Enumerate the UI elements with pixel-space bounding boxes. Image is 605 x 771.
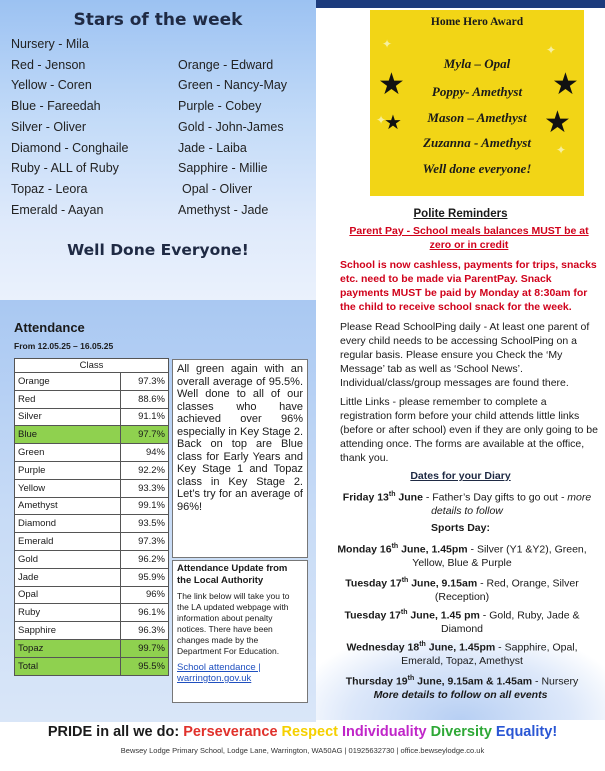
sparkle-icon: ✦	[556, 143, 567, 157]
sports-day-classes: - Nursery	[532, 675, 579, 688]
table-row	[15, 657, 169, 675]
sports-day-entry	[326, 606, 598, 637]
attendance-table	[14, 358, 169, 676]
star-entry: Yellow - Coren	[11, 78, 92, 93]
attendance-pct-cell: 94%	[121, 444, 169, 462]
sports-day-entry	[326, 574, 598, 605]
stars-well-done: Well Done Everyone!	[67, 241, 249, 259]
star-icon: ★	[544, 106, 571, 139]
star-entry: Nursery - Mila	[11, 37, 89, 51]
pride-values-banner	[0, 724, 605, 740]
star-entry: Sapphire - Millie	[178, 161, 268, 176]
class-name-cell: Red	[15, 390, 121, 408]
attendance-pct-cell: 96.3%	[121, 622, 169, 640]
class-name-cell: Orange	[15, 373, 121, 391]
attendance-pct-cell: 91.1%	[121, 408, 169, 426]
attendance-pct-cell: 96.2%	[121, 550, 169, 568]
sports-day-date: Tuesday 17	[344, 609, 401, 622]
fathers-day-entry	[336, 488, 598, 519]
sparkle-icon: ✦	[382, 37, 393, 51]
star-entry: Jade - Laiba	[178, 140, 247, 155]
sports-day-time: June, 9.15am & 1.45am	[414, 675, 533, 688]
table-row	[15, 639, 169, 657]
hero-line-2: Poppy- Amethyst	[431, 84, 523, 99]
sports-day-heading: Sports Day:	[431, 522, 490, 534]
attendance-pct-cell: 97.3%	[121, 373, 169, 391]
star-entry: Emerald - Aayan	[11, 202, 104, 217]
sports-day-date: Tuesday 17	[345, 577, 402, 590]
sports-day-time: June, 1.45pm	[398, 543, 468, 556]
attendance-title: Attendance	[14, 320, 85, 335]
attendance-pct-cell: 96.1%	[121, 604, 169, 622]
sports-day-entry	[326, 540, 598, 571]
class-name-cell: Blue	[15, 426, 121, 444]
attendance-pct-cell: 99.7%	[121, 639, 169, 657]
attendance-pct-cell: 95.9%	[121, 568, 169, 586]
fathers-day-month: June	[395, 491, 423, 504]
hero-title: Home Hero Award	[430, 16, 524, 28]
pride-value-word: Respect	[281, 724, 338, 740]
table-row	[15, 479, 169, 497]
sports-day-sup: th	[419, 641, 426, 648]
little-links-notice: Little Links - please remember to complete a registration form before your child attends little links (before or after school) even if they are only going to be attending once. The forms are available at the office, thank you.	[340, 396, 598, 464]
sports-day-date: Thursday 19	[345, 675, 408, 688]
star-entry: Opal - Oliver	[182, 181, 253, 196]
star-icon: ★	[552, 68, 579, 101]
sports-day-classes: - Gold, Ruby, Jade & Diamond	[440, 609, 580, 635]
class-name-cell: Silver	[15, 408, 121, 426]
la-update-title: Attendance Update from the Local Authority	[177, 563, 288, 586]
sports-day-sup: th	[401, 577, 409, 584]
pride-value-word: Diversity	[430, 724, 492, 740]
class-name-cell: Gold	[15, 550, 121, 568]
pride-prefix: PRIDE in all we do:	[47, 724, 184, 740]
star-entry: Red - Jenson	[11, 57, 86, 72]
cashless-notice: School is now cashless, payments for trips, snacks etc. need to be made via ParentPay. Snack payments MUST be paid by Monday at 8:30am for the child to receive school snack for the week.	[340, 259, 597, 313]
parentpay-heading: Parent Pay - School meals balances MUST be at zero or in credit	[349, 225, 589, 251]
attendance-pct-cell: 92.2%	[121, 461, 169, 479]
fathers-day-date: Friday 13	[342, 491, 389, 504]
hero-header-strip	[316, 0, 605, 8]
class-name-cell: Amethyst	[15, 497, 121, 515]
hero-line-1: Myla – Opal	[443, 56, 511, 71]
attendance-pct-cell: 95.5%	[121, 657, 169, 675]
hero-line-5: Well done everyone!	[422, 161, 532, 176]
star-entry: Blue - Fareedah	[11, 99, 101, 114]
table-row	[15, 390, 169, 408]
sports-day-classes: - Red, Orange, Silver (Reception)	[434, 577, 579, 603]
table-row	[15, 533, 169, 551]
table-row	[15, 373, 169, 391]
class-name-cell: Ruby	[15, 604, 121, 622]
sports-day-sup: th	[400, 609, 408, 616]
class-name-cell: Purple	[15, 461, 121, 479]
schoolping-notice: Please Read SchoolPing daily - At least one parent of every child needs to be accessing SchoolPing on a regular basis. Please ensure you Check the ‘My Message’ tab as well as ‘School News’. Individual/class/group messages are found there.	[340, 321, 590, 389]
sports-day-sup: th	[391, 543, 399, 550]
sports-day-classes: - Silver (Y1 &Y2), Green, Yellow, Blue & Purple	[412, 543, 587, 569]
pride-value-word: Perseverance	[183, 724, 278, 740]
attendance-pct-cell: 97.7%	[121, 426, 169, 444]
table-row	[15, 550, 169, 568]
star-entry: Topaz - Leora	[11, 181, 88, 196]
star-entry: Ruby - ALL of Ruby	[11, 161, 119, 176]
la-attendance-link[interactable]: School attendance | warrington.gov.uk	[177, 662, 261, 684]
attendance-date-range: From 12.05.25 – 16.05.25	[14, 341, 114, 351]
fathers-day-sup: th	[388, 491, 396, 498]
star-entry: Silver - Oliver	[11, 119, 87, 134]
school-address: Bewsey Lodge Primary School, Lodge Lane, Warrington, WA50AG | 01925632730 | office.bewseylodge.co.uk	[120, 746, 485, 755]
pride-suffix: !	[552, 724, 558, 740]
stars-of-the-week-panel	[0, 0, 316, 300]
class-name-cell: Sapphire	[15, 622, 121, 640]
sports-day-time: June, 9.15am	[408, 577, 478, 590]
reminders-title: Polite Reminders	[413, 208, 508, 220]
class-name-cell: Diamond	[15, 515, 121, 533]
star-entry: Purple - Cobey	[178, 99, 262, 114]
star-entry: Green - Nancy-May	[178, 78, 288, 93]
stars-title: Stars of the week	[73, 10, 243, 30]
sports-day-date: Monday 16	[337, 543, 392, 556]
class-name-cell: Jade	[15, 568, 121, 586]
la-update-text: The link below will take you to the LA updated webpage with information about penalty notices. There have been changes made by the Department For Education.	[177, 591, 290, 656]
class-name-cell: Topaz	[15, 639, 121, 657]
attendance-panel	[0, 300, 316, 722]
table-header-class: Class	[15, 359, 169, 373]
class-name-cell: Emerald	[15, 533, 121, 551]
table-row	[15, 604, 169, 622]
hero-line-3: Mason – Amethyst	[427, 110, 527, 125]
table-row	[15, 622, 169, 640]
la-update-box	[172, 560, 308, 703]
table-row	[15, 408, 169, 426]
sports-day-classes: - Sapphire, Opal, Emerald, Topaz, Amethyst	[401, 641, 578, 667]
home-hero-award-box	[370, 10, 584, 196]
attendance-summary-note: All green again with an overall average of 95.5%. Well done to all of our classes who have achieved over 96% especially in Key Stage 2. Back on top are Blue class for Early Years and Key Stage 1 and Topaz class in Key Stage 2. Let’s try for an average of 96%!	[172, 359, 308, 558]
table-row	[15, 426, 169, 444]
table-row	[15, 497, 169, 515]
fathers-day-more: - more details to follow	[431, 491, 592, 517]
sparkle-icon: ✦	[546, 43, 557, 57]
pride-value-word: Equality	[495, 724, 553, 740]
attendance-pct-cell: 97.3%	[121, 533, 169, 551]
star-entry: Gold - John-James	[178, 119, 284, 134]
sports-day-entry	[326, 638, 598, 669]
table-row	[15, 568, 169, 586]
table-row	[15, 461, 169, 479]
diary-more-details: More details to follow on all events	[373, 689, 548, 701]
sports-day-sup: th	[407, 675, 415, 682]
attendance-pct-cell: 88.6%	[121, 390, 169, 408]
sports-day-date: Wednesday 18	[346, 641, 420, 654]
table-row	[15, 515, 169, 533]
class-name-cell: Yellow	[15, 479, 121, 497]
star-icon: ★	[378, 68, 405, 101]
sports-day-time: June, 1.45pm	[425, 641, 496, 654]
attendance-pct-cell: 93.3%	[121, 479, 169, 497]
pride-value-word: Individuality	[342, 724, 427, 740]
star-icon: ★	[384, 112, 402, 134]
sparkle-icon: ✦	[376, 113, 387, 127]
star-entry: Amethyst - Jade	[178, 202, 269, 217]
attendance-pct-cell: 99.1%	[121, 497, 169, 515]
attendance-pct-cell: 96%	[121, 586, 169, 604]
table-row	[15, 444, 169, 462]
attendance-pct-cell: 93.5%	[121, 515, 169, 533]
fathers-day-text: - Father’s Day gifts to go out	[422, 491, 558, 504]
star-entry: Diamond - Conghaile	[11, 140, 129, 155]
class-name-cell: Green	[15, 444, 121, 462]
sports-day-entry	[326, 672, 598, 689]
hero-line-4: Zuzanna - Amethyst	[423, 135, 531, 150]
class-name-cell: Opal	[15, 586, 121, 604]
class-name-cell: Total	[15, 657, 121, 675]
star-entry: Orange - Edward	[178, 57, 274, 72]
diary-title: Dates for your Diary	[410, 470, 511, 482]
sports-day-time: June, 1.45 pm	[407, 609, 480, 622]
table-row	[15, 586, 169, 604]
